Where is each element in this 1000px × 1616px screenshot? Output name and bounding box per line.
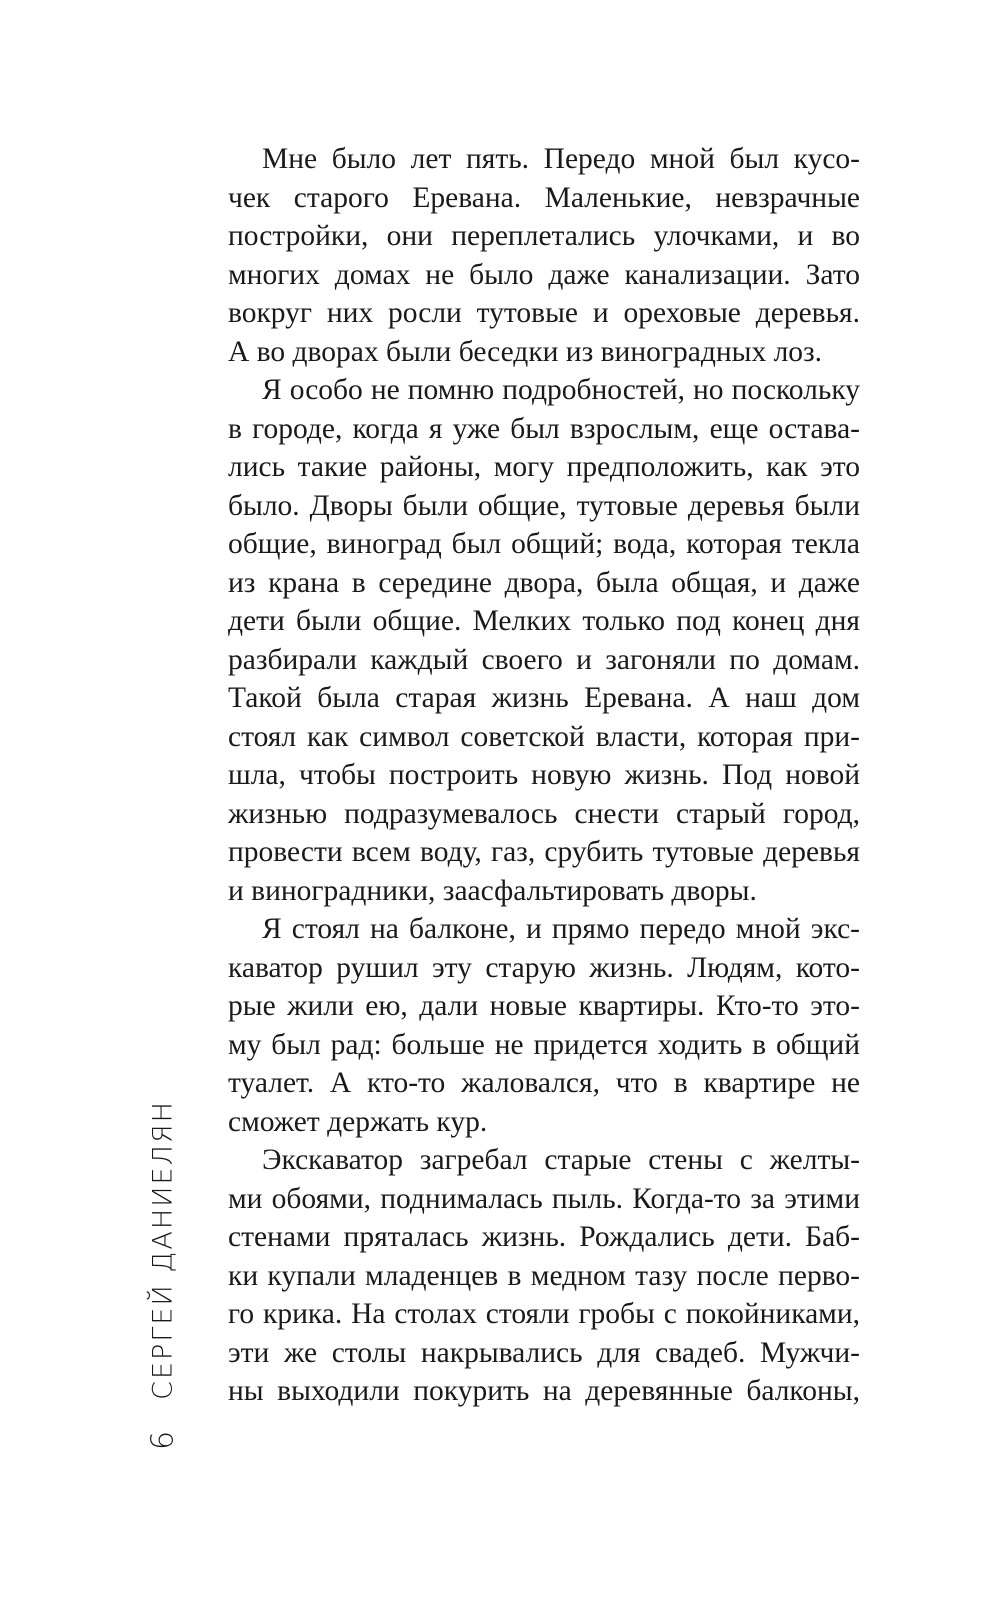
text-line: вокруг них росли тутовые и ореховые деревья. bbox=[228, 297, 860, 329]
text-line: чек старого Еревана. Маленькие, невзрачные bbox=[228, 181, 860, 214]
text-line: дети были общие. Мелких только под конец дня bbox=[228, 605, 860, 637]
text-line: в городе, когда я уже был взрослым, еще остава- bbox=[228, 412, 860, 445]
text-line: Экскаватор загребал старые стены с желты- bbox=[262, 1144, 860, 1176]
text-line: сможет держать кур. bbox=[228, 1105, 488, 1138]
page-body-text bbox=[228, 140, 860, 1411]
text-line: А во дворах были беседки из виноградных лоз. bbox=[228, 335, 823, 368]
text-line: му был рад: больше не придется ходить в общий bbox=[228, 1028, 860, 1061]
text-line: го крика. На столах стояли гробы с покойниками, bbox=[228, 1298, 860, 1330]
text-line: общие, виноград был общий; вода, которая текла bbox=[228, 528, 860, 560]
text-line: стоял как символ советской власти, которая при- bbox=[228, 720, 860, 753]
text-line: Я стоял на балконе, и прямо передо мной экс- bbox=[262, 913, 860, 945]
text-line: шла, чтобы построить новую жизнь. Под новой bbox=[228, 759, 860, 791]
text-line: было. Дворы были общие, тутовые деревья были bbox=[228, 489, 860, 522]
text-line: Такой была старая жизнь Еревана. А наш дом bbox=[228, 682, 860, 714]
text-line: каватор рушил эту старую жизнь. Людям, кото- bbox=[228, 951, 860, 984]
text-line: ны выходили покурить на деревянные балконы, bbox=[228, 1375, 860, 1407]
text-line: разбирали каждый своего и загоняли по домам. bbox=[228, 643, 860, 676]
text-line: эти же столы накрывались для свадеб. Мужчи- bbox=[228, 1336, 860, 1369]
text-line: из крана в середине двора, была общая, и даже bbox=[228, 566, 860, 599]
text-line: стенами пряталась жизнь. Рождались дети. Баб- bbox=[228, 1221, 860, 1253]
text-line: ми обоями, поднималась пыль. Когда-то за этими bbox=[228, 1182, 860, 1215]
author-name: СЕРГЕЙ ДАНИЕЛЯН bbox=[147, 1100, 179, 1400]
text-line: туалет. А кто-то жаловался, что в квартире не bbox=[228, 1067, 860, 1099]
page-number: 6 bbox=[145, 1429, 181, 1450]
text-line: рые жили ею, дали новые квартиры. Кто-то это- bbox=[228, 990, 860, 1022]
text-line: постройки, они переплетались улочками, и во bbox=[228, 220, 860, 252]
text-line: и виноградники, заасфальтировать дворы. bbox=[228, 874, 757, 907]
text-line: жизнью подразумевалось снести старый город, bbox=[228, 797, 860, 830]
text-line: лись такие районы, могу предположить, как это bbox=[228, 451, 860, 483]
text-line: Мне было лет пять. Передо мной был кусо- bbox=[262, 143, 860, 175]
text-line: Я особо не помню подробностей, но поскольку bbox=[262, 374, 860, 406]
text-line: ки купали младенцев в медном тазу после перво- bbox=[228, 1259, 860, 1292]
text-line: многих домах не было даже канализации. Зато bbox=[228, 258, 860, 291]
running-head bbox=[133, 1100, 193, 1450]
text-line: провести всем воду, газ, срубить тутовые деревья bbox=[228, 836, 860, 868]
